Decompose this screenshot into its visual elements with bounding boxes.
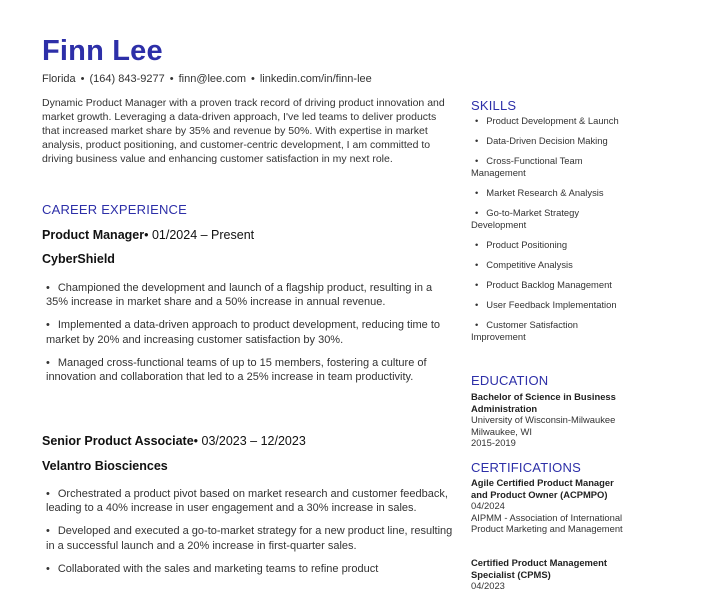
separator: • (80, 73, 85, 85)
bullet-item: • Developed and executed a go-to-market strategy for a new product line, resulting in a successful launch and a 20% increase in first-quarter sales. (46, 525, 453, 552)
bullet-item: • Championed the development and launch of a flagship product, resulting in a 35% increase in market share and a 50% increase in annual revenue. (46, 282, 433, 309)
bullet-item: • Orchestrated a product pivot based on market research and customer feedback, leading to a 40% increase in user engagement and a 30% increase in sales. (46, 488, 448, 515)
education-years: 2015-2019 (471, 437, 516, 448)
job-dates: • 01/2024 – Present (144, 228, 255, 242)
bullet-dot: • (475, 135, 479, 146)
bullet-item: • Managed cross-functional teams of up to 15 members, fostering a culture of innovation and collaboration that led to a 25% increase in team productivity. (46, 356, 427, 384)
skill-item: • User Feedback Implementation (475, 299, 617, 310)
candidate-name: Finn Lee (42, 35, 163, 67)
skill-item: • Competitive Analysis (475, 259, 573, 270)
education-entry (471, 391, 631, 449)
bullet-item: • Implemented a data-driven approach to product development, reducing time to market by 20% and increasing customer satisfaction by 30%. (46, 319, 441, 346)
certification-issuer: AIPMM - Association of International Product Marketing and Management (471, 511, 623, 534)
bullet-dot: • (475, 279, 479, 290)
bullet-dot: • (46, 282, 50, 294)
certification-name: Certified Product Management Specialist (CPMS) (471, 557, 607, 580)
bullet-dot: • (475, 259, 479, 270)
contact-line (42, 73, 372, 85)
school-location: Milwaukee, WI (471, 425, 532, 437)
location: Florida (42, 73, 76, 85)
education-heading: EDUCATION (471, 373, 549, 388)
job-title: Senior Product Associate (42, 434, 194, 448)
skill-item: • Data-Driven Decision Making (475, 135, 608, 146)
certifications-heading: CERTIFICATIONS (471, 460, 581, 475)
skill-item: • Go-to-Market Strategy Development (471, 207, 580, 230)
skills-list (471, 115, 631, 351)
skill-item: • Product Development & Launch (475, 115, 619, 126)
email-link[interactable]: finn@lee.com (178, 73, 246, 85)
skills-heading: SKILLS (471, 98, 517, 113)
bullet-dot: • (475, 239, 479, 250)
separator: • (169, 73, 174, 85)
skill-item: • Product Positioning (475, 239, 568, 250)
company-name: Velantro Biosciences (42, 459, 168, 473)
degree: Bachelor of Science in Business Administration (471, 391, 616, 414)
skill-item: • Customer Satisfaction Improvement (471, 319, 579, 342)
bullet-dot: • (46, 319, 50, 332)
bullet-dot: • (475, 299, 479, 310)
job-dates: • 03/2023 – 12/2023 (193, 434, 306, 448)
bullet-dot: • (475, 319, 479, 330)
bullet-dot: • (475, 187, 479, 198)
bullet-dot: • (475, 155, 479, 166)
job-title-line (42, 434, 306, 448)
phone: (164) 843-9277 (89, 73, 165, 85)
certification-date: 04/2024 (471, 500, 505, 511)
bullet-dot: • (46, 488, 50, 500)
bullet-item: • Collaborated with the sales and marketing teams to refine product (46, 562, 379, 575)
certification-date: 04/2023 (471, 580, 505, 591)
job-bullets (46, 281, 456, 393)
skill-item: • Market Research & Analysis (475, 187, 604, 198)
certification-entry (471, 557, 631, 592)
summary: Dynamic Product Manager with a proven track record of driving product innovation and market growth. Leveraging a data-driven approach, I've led teams to deliver products that increased market share by 35% and revenue by 50%. With expertise in market analysis, product positioning, and customer-centric development, I am committed to driving business value and enhancing customer satisfaction in my next role. (42, 97, 445, 165)
job-bullets (46, 487, 456, 585)
school: University of Wisconsin-Milwaukee (471, 414, 616, 425)
certification-entry (471, 477, 631, 535)
certification-name: Agile Certified Product Manager and Product Owner (ACPMPO) (471, 477, 614, 500)
skill-item: • Cross-Functional Team Management (471, 155, 583, 178)
job-title: Product Manager (42, 228, 145, 242)
linkedin-link[interactable]: linkedin.com/in/finn-lee (259, 73, 372, 85)
separator: • (251, 73, 255, 85)
skill-item: • Product Backlog Management (475, 279, 612, 290)
bullet-dot: • (475, 207, 479, 218)
bullet-dot: • (46, 525, 50, 538)
company-name: CyberShield (42, 252, 115, 266)
bullet-dot: • (46, 562, 50, 575)
job-title-line (42, 228, 254, 242)
bullet-dot: • (475, 115, 479, 126)
bullet-dot: • (46, 356, 50, 369)
experience-heading: CAREER EXPERIENCE (42, 202, 187, 217)
